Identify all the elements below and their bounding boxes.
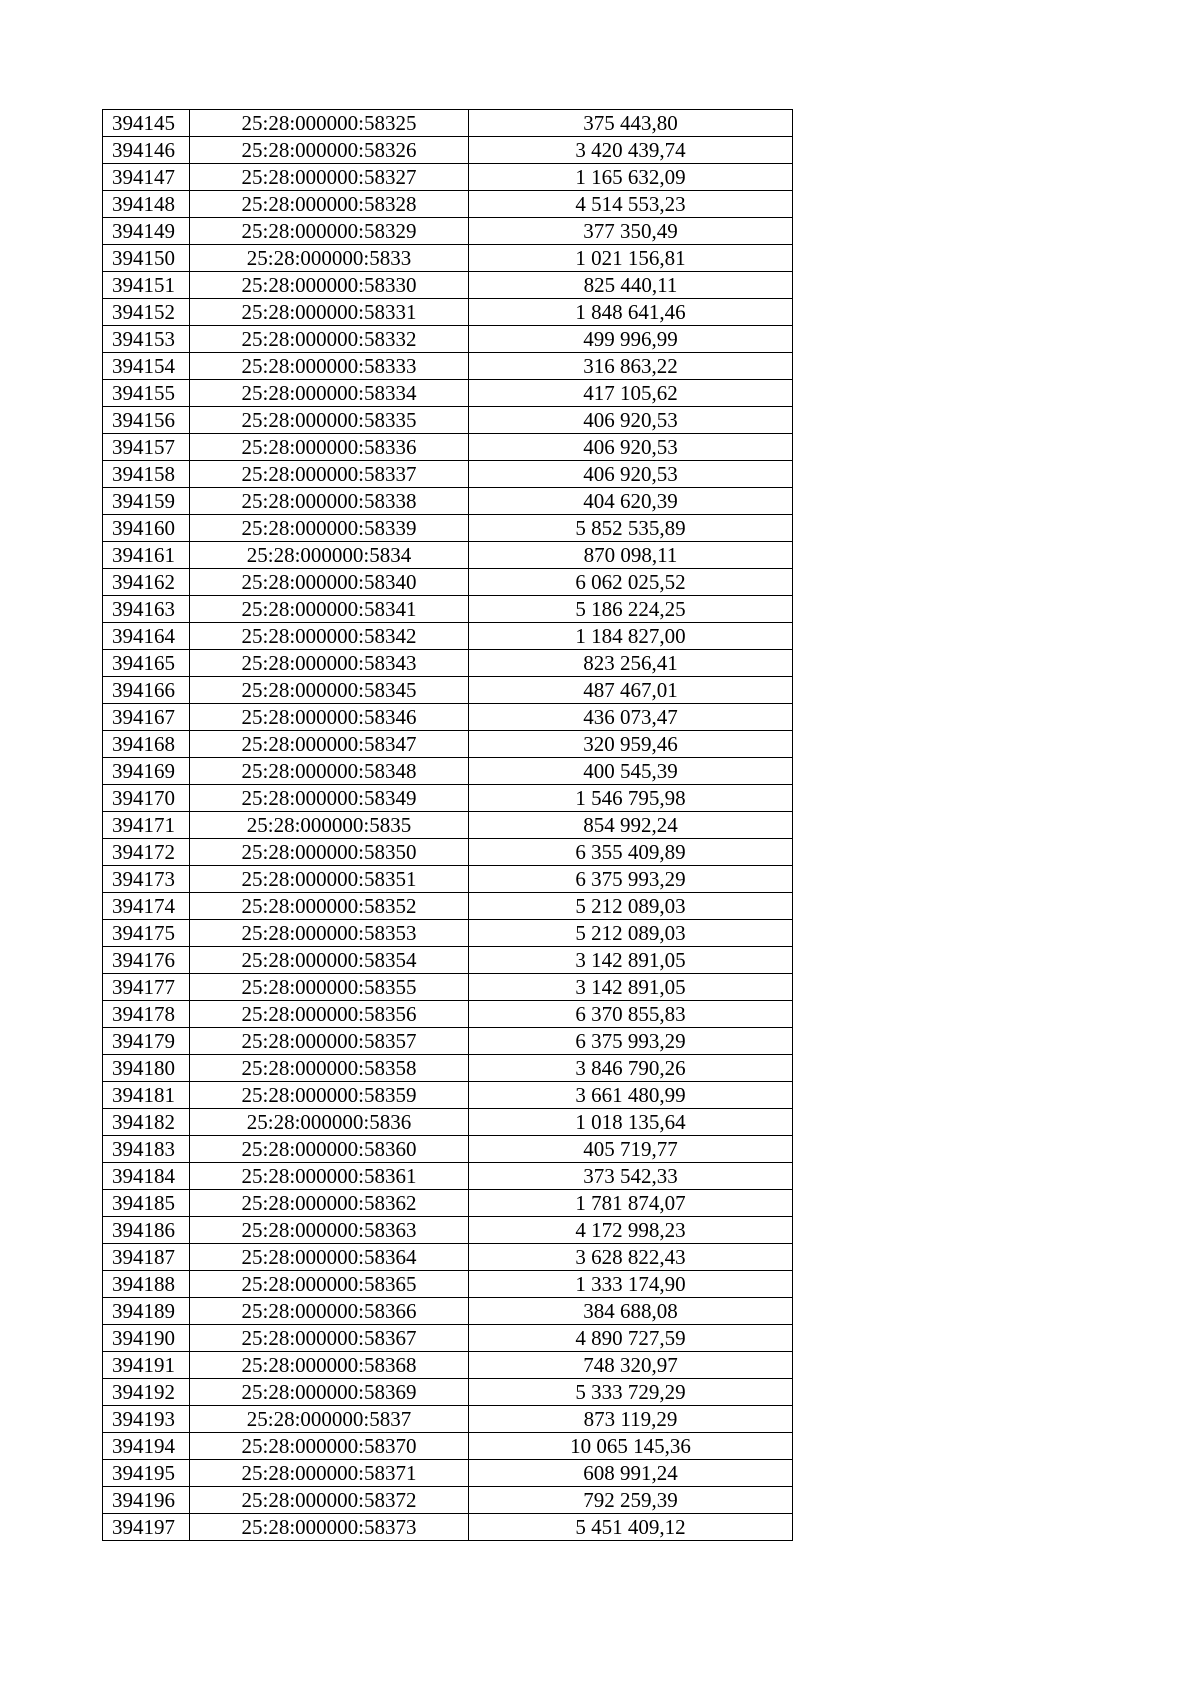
cadastral-number-cell: 25:28:000000:58339 [190, 515, 469, 542]
cadastral-number-cell: 25:28:000000:58336 [190, 434, 469, 461]
row-number-cell: 394181 [103, 1082, 190, 1109]
table-row [103, 1028, 793, 1055]
row-number-cell: 394151 [103, 272, 190, 299]
table-row [103, 974, 793, 1001]
cadastral-number-cell: 25:28:000000:58360 [190, 1136, 469, 1163]
cadastral-number-cell: 25:28:000000:58331 [190, 299, 469, 326]
cadastral-number-cell: 25:28:000000:58350 [190, 839, 469, 866]
table-row [103, 1460, 793, 1487]
cadastral-value-cell: 1 546 795,98 [469, 785, 793, 812]
cadastral-value-cell: 873 119,29 [469, 1406, 793, 1433]
cadastral-value-cell: 3 661 480,99 [469, 1082, 793, 1109]
table-row [103, 272, 793, 299]
table-row [103, 1163, 793, 1190]
cadastral-number-cell: 25:28:000000:58363 [190, 1217, 469, 1244]
cadastral-number-cell: 25:28:000000:58328 [190, 191, 469, 218]
row-number-cell: 394159 [103, 488, 190, 515]
cadastral-value-cell: 4 890 727,59 [469, 1325, 793, 1352]
cadastral-value-cell: 373 542,33 [469, 1163, 793, 1190]
row-number-cell: 394148 [103, 191, 190, 218]
row-number-cell: 394190 [103, 1325, 190, 1352]
table-row [103, 1109, 793, 1136]
cadastral-value-cell: 1 848 641,46 [469, 299, 793, 326]
row-number-cell: 394196 [103, 1487, 190, 1514]
cadastral-number-cell: 25:28:000000:58335 [190, 407, 469, 434]
row-number-cell: 394191 [103, 1352, 190, 1379]
row-number-cell: 394169 [103, 758, 190, 785]
cadastral-value-cell: 417 105,62 [469, 380, 793, 407]
cadastral-value-cell: 499 996,99 [469, 326, 793, 353]
row-number-cell: 394185 [103, 1190, 190, 1217]
table-row [103, 461, 793, 488]
row-number-cell: 394189 [103, 1298, 190, 1325]
row-number-cell: 394195 [103, 1460, 190, 1487]
table-row [103, 704, 793, 731]
row-number-cell: 394156 [103, 407, 190, 434]
cadastral-number-cell: 25:28:000000:58367 [190, 1325, 469, 1352]
cadastral-value-cell: 436 073,47 [469, 704, 793, 731]
table-row [103, 1271, 793, 1298]
cadastral-number-cell: 25:28:000000:58349 [190, 785, 469, 812]
cadastral-number-cell: 25:28:000000:58352 [190, 893, 469, 920]
cadastral-number-cell: 25:28:000000:58341 [190, 596, 469, 623]
cadastral-number-cell: 25:28:000000:58357 [190, 1028, 469, 1055]
row-number-cell: 394187 [103, 1244, 190, 1271]
row-number-cell: 394180 [103, 1055, 190, 1082]
cadastral-number-cell: 25:28:000000:58343 [190, 650, 469, 677]
cadastral-number-cell: 25:28:000000:58362 [190, 1190, 469, 1217]
table-row [103, 1055, 793, 1082]
cadastral-number-cell: 25:28:000000:58348 [190, 758, 469, 785]
table-row [103, 353, 793, 380]
table-row [103, 245, 793, 272]
table-row [103, 218, 793, 245]
table-row [103, 1325, 793, 1352]
cadastral-value-cell: 5 212 089,03 [469, 893, 793, 920]
cadastral-number-cell: 25:28:000000:58364 [190, 1244, 469, 1271]
cadastral-number-cell: 25:28:000000:58356 [190, 1001, 469, 1028]
table-row [103, 380, 793, 407]
row-number-cell: 394146 [103, 137, 190, 164]
cadastral-value-cell: 405 719,77 [469, 1136, 793, 1163]
row-number-cell: 394178 [103, 1001, 190, 1028]
table-row [103, 812, 793, 839]
table-row [103, 1406, 793, 1433]
row-number-cell: 394155 [103, 380, 190, 407]
table-row [103, 947, 793, 974]
row-number-cell: 394193 [103, 1406, 190, 1433]
cadastral-number-cell: 25:28:000000:58371 [190, 1460, 469, 1487]
row-number-cell: 394192 [103, 1379, 190, 1406]
table-row [103, 596, 793, 623]
row-number-cell: 394168 [103, 731, 190, 758]
table-body [103, 110, 793, 1541]
cadastral-number-cell: 25:28:000000:58333 [190, 353, 469, 380]
table-row [103, 1082, 793, 1109]
cadastral-value-cell: 10 065 145,36 [469, 1433, 793, 1460]
cadastral-number-cell: 25:28:000000:58325 [190, 110, 469, 137]
cadastral-number-cell: 25:28:000000:58368 [190, 1352, 469, 1379]
cadastral-number-cell: 25:28:000000:58359 [190, 1082, 469, 1109]
cadastral-value-cell: 1 184 827,00 [469, 623, 793, 650]
cadastral-value-cell: 377 350,49 [469, 218, 793, 245]
row-number-cell: 394172 [103, 839, 190, 866]
row-number-cell: 394147 [103, 164, 190, 191]
cadastral-value-cell: 6 355 409,89 [469, 839, 793, 866]
cadastral-value-cell: 4 172 998,23 [469, 1217, 793, 1244]
row-number-cell: 394188 [103, 1271, 190, 1298]
cadastral-value-cell: 487 467,01 [469, 677, 793, 704]
row-number-cell: 394158 [103, 461, 190, 488]
cadastral-number-cell: 25:28:000000:58334 [190, 380, 469, 407]
table-row [103, 1379, 793, 1406]
cadastral-number-cell: 25:28:000000:58351 [190, 866, 469, 893]
cadastral-number-cell: 25:28:000000:58347 [190, 731, 469, 758]
row-number-cell: 394157 [103, 434, 190, 461]
cadastral-value-cell: 404 620,39 [469, 488, 793, 515]
cadastral-value-cell: 854 992,24 [469, 812, 793, 839]
cadastral-value-cell: 400 545,39 [469, 758, 793, 785]
table-row [103, 542, 793, 569]
row-number-cell: 394177 [103, 974, 190, 1001]
cadastral-value-cell: 1 165 632,09 [469, 164, 793, 191]
row-number-cell: 394173 [103, 866, 190, 893]
cadastral-number-cell: 25:28:000000:58338 [190, 488, 469, 515]
cadastral-value-table [102, 109, 793, 1541]
row-number-cell: 394184 [103, 1163, 190, 1190]
cadastral-value-cell: 316 863,22 [469, 353, 793, 380]
table-row [103, 1433, 793, 1460]
cadastral-number-cell: 25:28:000000:58337 [190, 461, 469, 488]
row-number-cell: 394150 [103, 245, 190, 272]
table-row [103, 1298, 793, 1325]
cadastral-value-cell: 6 370 855,83 [469, 1001, 793, 1028]
cadastral-number-cell: 25:28:000000:58365 [190, 1271, 469, 1298]
cadastral-value-cell: 823 256,41 [469, 650, 793, 677]
table-row [103, 569, 793, 596]
table-row [103, 1217, 793, 1244]
row-number-cell: 394167 [103, 704, 190, 731]
cadastral-value-cell: 825 440,11 [469, 272, 793, 299]
cadastral-value-cell: 748 320,97 [469, 1352, 793, 1379]
cadastral-value-cell: 5 852 535,89 [469, 515, 793, 542]
table-row [103, 920, 793, 947]
cadastral-number-cell: 25:28:000000:5836 [190, 1109, 469, 1136]
row-number-cell: 394163 [103, 596, 190, 623]
row-number-cell: 394182 [103, 1109, 190, 1136]
row-number-cell: 394183 [103, 1136, 190, 1163]
cadastral-number-cell: 25:28:000000:58327 [190, 164, 469, 191]
cadastral-value-cell: 375 443,80 [469, 110, 793, 137]
cadastral-number-cell: 25:28:000000:58345 [190, 677, 469, 704]
cadastral-value-cell: 792 259,39 [469, 1487, 793, 1514]
table-row [103, 623, 793, 650]
table-row [103, 1136, 793, 1163]
cadastral-value-cell: 5 186 224,25 [469, 596, 793, 623]
row-number-cell: 394197 [103, 1514, 190, 1541]
cadastral-number-cell: 25:28:000000:5835 [190, 812, 469, 839]
cadastral-value-cell: 320 959,46 [469, 731, 793, 758]
cadastral-number-cell: 25:28:000000:58355 [190, 974, 469, 1001]
table-row [103, 1244, 793, 1271]
cadastral-value-cell: 406 920,53 [469, 434, 793, 461]
table-row [103, 650, 793, 677]
row-number-cell: 394160 [103, 515, 190, 542]
cadastral-number-cell: 25:28:000000:58373 [190, 1514, 469, 1541]
cadastral-value-cell: 1 018 135,64 [469, 1109, 793, 1136]
row-number-cell: 394164 [103, 623, 190, 650]
cadastral-number-cell: 25:28:000000:5837 [190, 1406, 469, 1433]
cadastral-number-cell: 25:28:000000:58366 [190, 1298, 469, 1325]
row-number-cell: 394171 [103, 812, 190, 839]
cadastral-value-cell: 3 628 822,43 [469, 1244, 793, 1271]
cadastral-value-cell: 3 846 790,26 [469, 1055, 793, 1082]
cadastral-number-cell: 25:28:000000:5834 [190, 542, 469, 569]
row-number-cell: 394161 [103, 542, 190, 569]
cadastral-value-cell: 1 333 174,90 [469, 1271, 793, 1298]
cadastral-value-cell: 5 333 729,29 [469, 1379, 793, 1406]
cadastral-number-cell: 25:28:000000:58346 [190, 704, 469, 731]
cadastral-number-cell: 25:28:000000:58358 [190, 1055, 469, 1082]
table-row [103, 515, 793, 542]
table-row [103, 866, 793, 893]
cadastral-value-cell: 406 920,53 [469, 461, 793, 488]
cadastral-value-cell: 5 451 409,12 [469, 1514, 793, 1541]
table-row [103, 110, 793, 137]
row-number-cell: 394149 [103, 218, 190, 245]
row-number-cell: 394170 [103, 785, 190, 812]
row-number-cell: 394179 [103, 1028, 190, 1055]
cadastral-value-cell: 6 062 025,52 [469, 569, 793, 596]
cadastral-value-cell: 6 375 993,29 [469, 866, 793, 893]
cadastral-number-cell: 25:28:000000:58342 [190, 623, 469, 650]
table-row [103, 326, 793, 353]
table-row [103, 677, 793, 704]
cadastral-value-cell: 4 514 553,23 [469, 191, 793, 218]
table-row [103, 1190, 793, 1217]
table-row [103, 1352, 793, 1379]
row-number-cell: 394145 [103, 110, 190, 137]
cadastral-number-cell: 25:28:000000:58369 [190, 1379, 469, 1406]
table-row [103, 758, 793, 785]
cadastral-number-cell: 25:28:000000:58361 [190, 1163, 469, 1190]
row-number-cell: 394194 [103, 1433, 190, 1460]
table-row [103, 488, 793, 515]
cadastral-value-cell: 1 781 874,07 [469, 1190, 793, 1217]
table-row [103, 893, 793, 920]
cadastral-value-cell: 3 142 891,05 [469, 974, 793, 1001]
cadastral-number-cell: 25:28:000000:5833 [190, 245, 469, 272]
cadastral-number-cell: 25:28:000000:58370 [190, 1433, 469, 1460]
table-row [103, 407, 793, 434]
row-number-cell: 394152 [103, 299, 190, 326]
table-row [103, 191, 793, 218]
cadastral-value-cell: 3 142 891,05 [469, 947, 793, 974]
row-number-cell: 394175 [103, 920, 190, 947]
table-row [103, 839, 793, 866]
cadastral-value-cell: 6 375 993,29 [469, 1028, 793, 1055]
table-row [103, 785, 793, 812]
cadastral-number-cell: 25:28:000000:58329 [190, 218, 469, 245]
cadastral-value-cell: 1 021 156,81 [469, 245, 793, 272]
cadastral-value-cell: 384 688,08 [469, 1298, 793, 1325]
table-row [103, 299, 793, 326]
table-row [103, 1514, 793, 1541]
row-number-cell: 394176 [103, 947, 190, 974]
cadastral-number-cell: 25:28:000000:58332 [190, 326, 469, 353]
cadastral-number-cell: 25:28:000000:58330 [190, 272, 469, 299]
row-number-cell: 394154 [103, 353, 190, 380]
cadastral-number-cell: 25:28:000000:58326 [190, 137, 469, 164]
table-row [103, 164, 793, 191]
cadastral-value-cell: 5 212 089,03 [469, 920, 793, 947]
table-row [103, 1001, 793, 1028]
row-number-cell: 394186 [103, 1217, 190, 1244]
table-row [103, 137, 793, 164]
cadastral-value-cell: 870 098,11 [469, 542, 793, 569]
row-number-cell: 394162 [103, 569, 190, 596]
table-row [103, 434, 793, 461]
cadastral-value-cell: 406 920,53 [469, 407, 793, 434]
cadastral-number-cell: 25:28:000000:58372 [190, 1487, 469, 1514]
row-number-cell: 394165 [103, 650, 190, 677]
row-number-cell: 394174 [103, 893, 190, 920]
table-row [103, 731, 793, 758]
cadastral-number-cell: 25:28:000000:58353 [190, 920, 469, 947]
table-row [103, 1487, 793, 1514]
row-number-cell: 394166 [103, 677, 190, 704]
cadastral-value-cell: 3 420 439,74 [469, 137, 793, 164]
cadastral-number-cell: 25:28:000000:58340 [190, 569, 469, 596]
cadastral-number-cell: 25:28:000000:58354 [190, 947, 469, 974]
row-number-cell: 394153 [103, 326, 190, 353]
cadastral-value-cell: 608 991,24 [469, 1460, 793, 1487]
